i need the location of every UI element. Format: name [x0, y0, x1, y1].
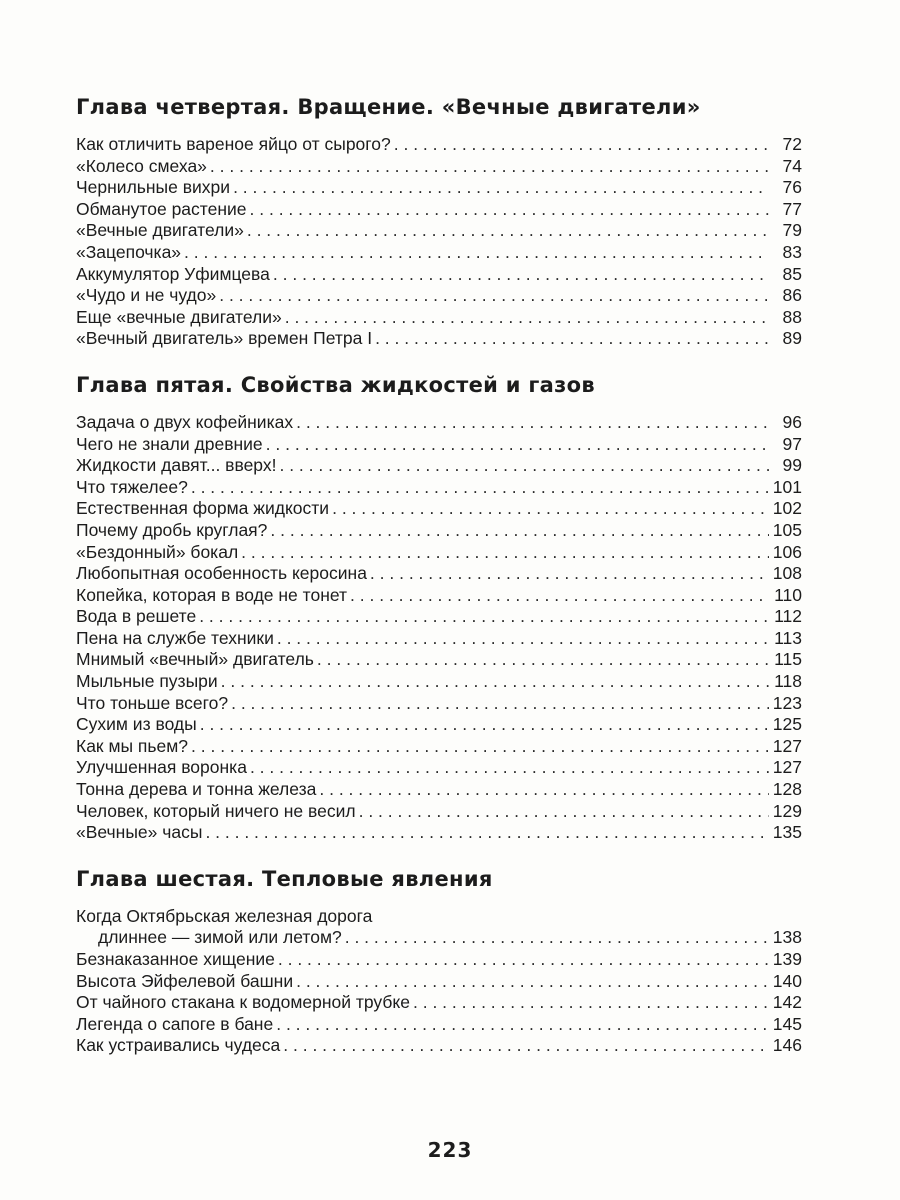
leader-dots [191, 736, 769, 758]
toc-entry [76, 542, 802, 564]
toc-entry-title: Как отличить вареное яйцо от сырого? [76, 134, 391, 154]
toc-entry-page: 125 [772, 714, 802, 735]
leader-dots [279, 455, 769, 477]
toc-entry [76, 628, 802, 650]
toc-entry-page: 108 [772, 563, 802, 584]
leader-dots [247, 220, 769, 242]
toc-entry-title: Улучшенная воронка [76, 757, 247, 778]
toc-entry-page: 127 [772, 757, 802, 778]
toc-entry-page: 79 [782, 220, 802, 241]
chapter-section [76, 864, 802, 1057]
leader-dots [233, 177, 769, 199]
leader-dots [277, 628, 769, 650]
toc-entry [76, 606, 802, 628]
toc-entry [76, 585, 802, 607]
toc-entry-page: 86 [782, 285, 802, 306]
toc-entry-page: 129 [772, 800, 802, 821]
toc-entry-page: 146 [772, 1035, 802, 1056]
toc-entry [76, 822, 802, 844]
toc-entry-title: Естественная форма жидкости [76, 498, 330, 519]
toc-entry-page: 97 [782, 433, 802, 454]
chapter-heading: Глава четвертая. Вращение. «Вечные двигатели» [76, 95, 701, 119]
toc-entry [76, 434, 802, 456]
toc-entry-title: Сухим из воды [76, 714, 197, 735]
leader-dots [375, 328, 769, 350]
toc-entry-page: 123 [772, 692, 802, 713]
toc-entry-title: Когда Октябрьская железная дорога [76, 905, 373, 926]
toc-entry [76, 992, 802, 1014]
toc-entry [76, 285, 802, 307]
toc-entry-page: 88 [782, 306, 802, 327]
toc-entry-title-continued: длиннее — зимой или летом? [98, 927, 342, 948]
toc-entry-page: 74 [782, 155, 802, 176]
toc-entry-title: Вода в решете [76, 606, 197, 627]
leader-dots [317, 649, 769, 671]
toc-entry-title: Как устраивались чудеса [76, 1035, 281, 1056]
leader-dots [345, 927, 769, 949]
toc-entry-title: Человек, который ничего не весил [76, 800, 356, 821]
chapter-section [76, 92, 802, 350]
leader-dots [370, 563, 769, 585]
leader-dots [266, 434, 769, 456]
toc-entry-page: 145 [772, 1013, 802, 1034]
leader-dots [283, 1035, 769, 1057]
leader-dots [413, 992, 769, 1014]
leader-dots [184, 242, 769, 264]
toc-entry-page: 101 [772, 476, 802, 497]
toc-entry-page: 115 [774, 649, 802, 670]
toc-entry-title: От чайного стакана к водомерной трубке [76, 992, 410, 1013]
toc-entry [76, 736, 802, 758]
toc-entry-title: «Вечные двигатели» [76, 220, 244, 241]
toc-entry-title: Любопытная особенность керосина [76, 563, 367, 584]
chapter-heading: Глава пятая. Свойства жидкостей и газов [76, 372, 595, 397]
leader-dots [191, 477, 769, 499]
page-number: 223 [427, 1138, 473, 1162]
toc-entry [76, 199, 802, 221]
leader-dots [278, 949, 769, 971]
leader-dots [359, 801, 769, 823]
toc-entry-page: 99 [782, 455, 802, 476]
toc-entry-page: 127 [772, 735, 802, 756]
toc-entry-title: «Бездонный» бокал [76, 541, 239, 562]
toc-entry-page: 96 [782, 411, 802, 432]
toc-entry [76, 220, 802, 242]
toc-entry [76, 412, 802, 434]
leader-dots [270, 520, 769, 542]
leader-dots [221, 671, 769, 693]
toc-entry-page: 72 [782, 134, 802, 154]
toc-entry-page: 139 [772, 949, 802, 969]
toc-entry-title: Копейка, которая в воде не тонет [76, 584, 348, 605]
toc-entry-title: Жидкости давят... вверх! [76, 455, 277, 476]
toc-entry [76, 779, 802, 801]
toc-entry [76, 134, 802, 156]
leader-dots [231, 693, 769, 715]
chapter-section [76, 370, 802, 844]
leader-dots [350, 585, 769, 607]
toc-entry-page: 138 [772, 927, 802, 948]
toc-entry-page: 76 [782, 177, 802, 198]
toc-entry-title: «Чудо и не чудо» [76, 285, 217, 306]
toc-entry-title: Мнимый «вечный» двигатель [76, 649, 314, 670]
chapter-heading: Глава шестая. Тепловые явления [76, 866, 493, 891]
leader-dots [273, 264, 769, 286]
toc-entry-title: Почему дробь круглая? [76, 519, 268, 540]
toc-entry-title: Обманутое растение [76, 198, 247, 219]
table-of-contents [76, 92, 802, 1077]
leader-dots [200, 714, 769, 736]
toc-entry-title: Тонна дерева и тонна железа [76, 779, 317, 800]
toc-entry-page: 113 [774, 627, 802, 648]
toc-entry [76, 264, 802, 286]
toc-entry-title: Что тяжелее? [76, 476, 188, 497]
toc-entry-title: Чернильные вихри [76, 177, 231, 198]
toc-entry-title: Легенда о сапоге в бане [76, 1013, 274, 1034]
toc-entry [76, 671, 802, 693]
toc-entry-title: Как мы пьем? [76, 735, 189, 756]
toc-entry-title: «Вечные» часы [76, 822, 203, 843]
toc-entry-page: 77 [782, 198, 802, 219]
toc-entry-title: Мыльные пузыри [76, 671, 218, 692]
toc-entry-page: 142 [772, 992, 802, 1013]
toc-entry-page: 85 [782, 263, 802, 284]
leader-dots [241, 542, 769, 564]
toc-entry-page: 112 [774, 606, 802, 627]
leader-dots [296, 412, 769, 434]
toc-entry-title: «Колесо смеха» [76, 155, 207, 176]
toc-entry-title: «Зацепочка» [76, 241, 182, 262]
toc-entry-page: 135 [772, 822, 802, 843]
toc-entry [76, 949, 802, 971]
toc-entry-page: 89 [782, 328, 802, 349]
toc-entry [76, 477, 802, 499]
leader-dots [199, 606, 769, 628]
toc-entry-title: Аккумулятор Уфимцева [76, 263, 270, 284]
toc-entry [76, 1035, 802, 1057]
toc-entry-title: Пена на службе техники [76, 627, 274, 648]
toc-entry-page: 110 [774, 584, 802, 605]
leader-dots [319, 779, 769, 801]
toc-entry-page: 118 [774, 671, 802, 692]
leader-dots [219, 285, 769, 307]
toc-entry [76, 757, 802, 779]
toc-entry-continuation [76, 927, 802, 949]
leader-dots [250, 199, 769, 221]
toc-entry [76, 307, 802, 329]
leader-dots [205, 822, 769, 844]
toc-entry-page: 83 [782, 241, 802, 262]
toc-entry [76, 328, 802, 350]
leader-dots [296, 971, 769, 993]
toc-entry [76, 906, 802, 949]
toc-entry-page: 140 [772, 970, 802, 991]
toc-entry [76, 177, 802, 199]
leader-dots [210, 156, 769, 178]
toc-entry [76, 714, 802, 736]
toc-entry [76, 649, 802, 671]
toc-entry [76, 455, 802, 477]
toc-entry-title: Чего не знали древние [76, 433, 263, 454]
toc-entry [76, 1014, 802, 1036]
toc-entry [76, 520, 802, 542]
leader-dots [285, 307, 769, 329]
toc-entry-title: Что тоньше всего? [76, 692, 229, 713]
toc-entry-title: Высота Эйфелевой башни [76, 970, 294, 991]
leader-dots [276, 1014, 769, 1036]
toc-entry [76, 971, 802, 993]
toc-entry-page: 102 [772, 498, 802, 519]
toc-entry [76, 156, 802, 178]
toc-entry [76, 801, 802, 823]
toc-entry-title: Задача о двух кофейниках [76, 411, 294, 432]
leader-dots [394, 134, 769, 156]
toc-entry-page: 106 [772, 541, 802, 562]
toc-entry [76, 563, 802, 585]
toc-entry-title: «Вечный двигатель» времен Петра I [76, 328, 373, 349]
toc-entry [76, 242, 802, 264]
toc-entry [76, 498, 802, 520]
toc-entry-page: 128 [772, 779, 802, 800]
leader-dots [332, 498, 769, 520]
toc-entry-page: 105 [772, 519, 802, 540]
toc-entry-title: Безнаказанное хищение [76, 949, 275, 969]
toc-entry [76, 693, 802, 715]
leader-dots [250, 757, 769, 779]
toc-entry-title: Еще «вечные двигатели» [76, 306, 282, 327]
